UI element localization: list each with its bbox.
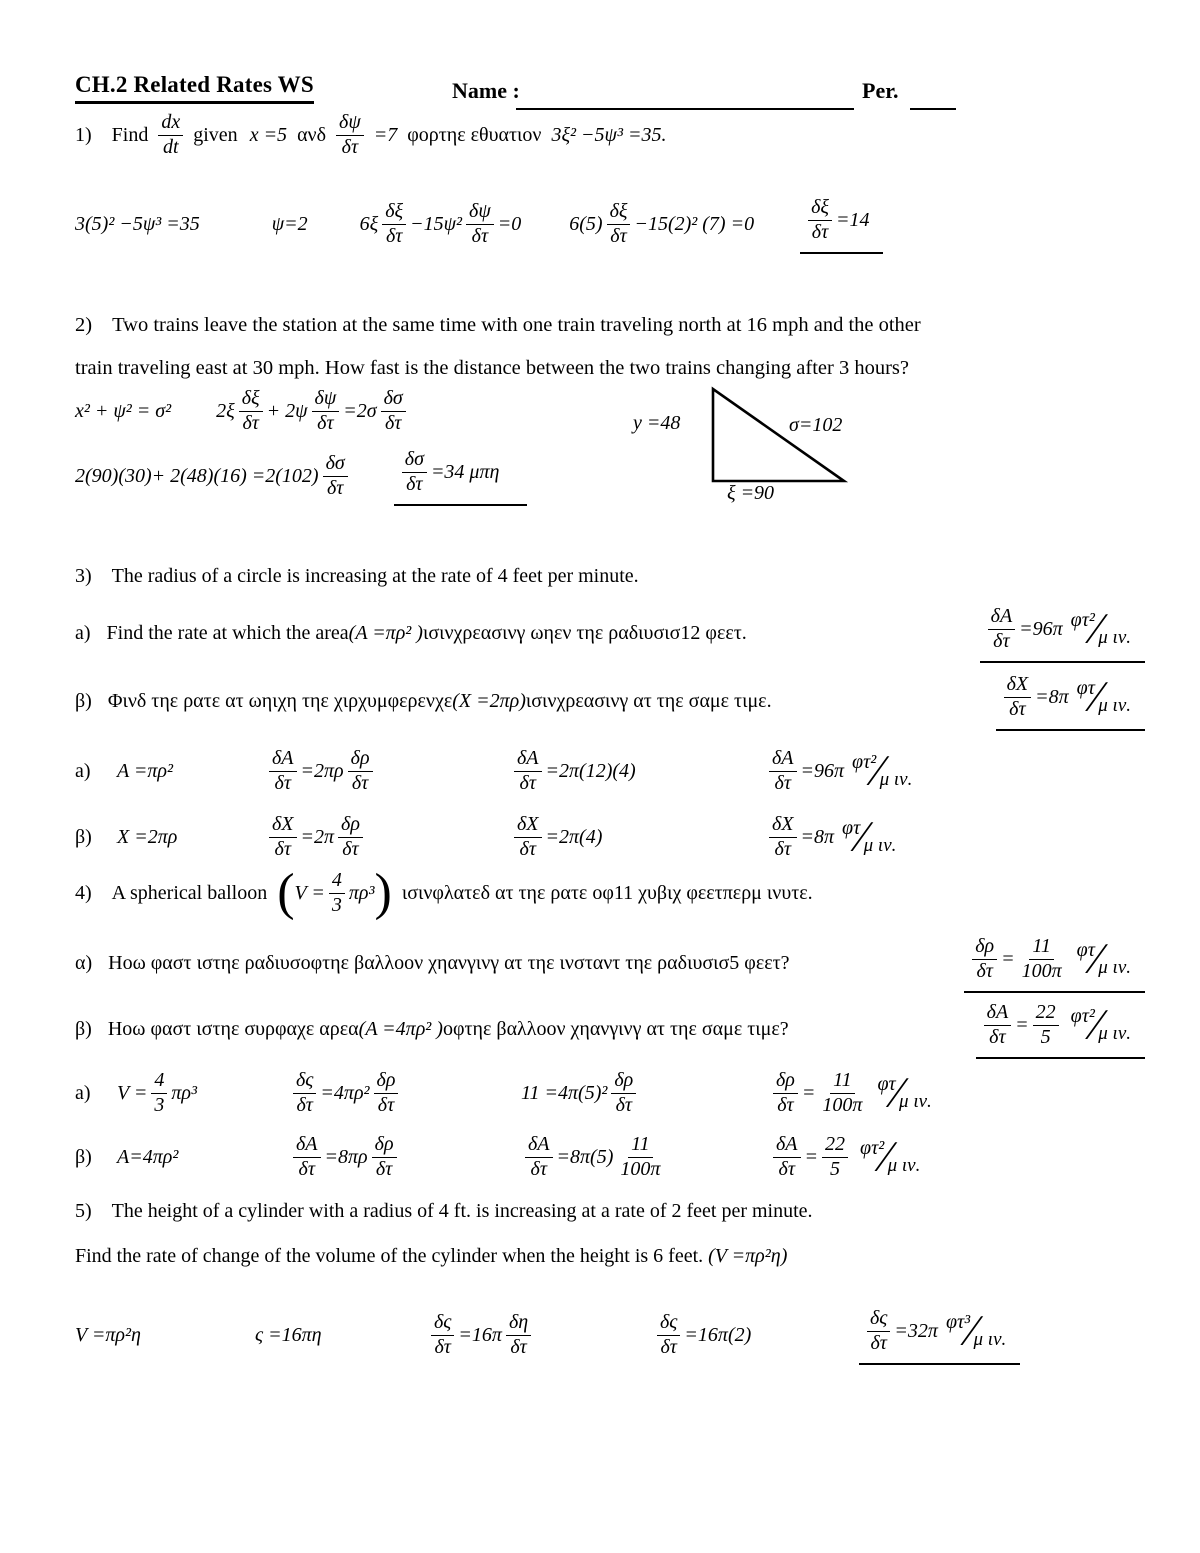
math-run: =4πρ² (320, 1081, 370, 1104)
math-expression (510, 748, 765, 794)
q1-math: 3ξ² −5ψ³ =35. (551, 123, 667, 146)
fraction-dsigma-dtau (381, 388, 406, 434)
fraction-dx-dt (158, 112, 183, 158)
work-label: β) (75, 825, 92, 848)
q3a-math: (A =πρ² ) (348, 621, 423, 644)
q3a-text-en: Find the rate at which the area (106, 621, 349, 644)
unit-denominator: μ ιν. (879, 769, 913, 790)
fraction-dxi-dtau (382, 201, 406, 247)
unit-denominator: μ ιν. (1098, 1023, 1131, 1044)
frac-numerator: δψ (466, 201, 494, 225)
frac-denominator: δτ (660, 1335, 677, 1358)
fraction-drho-dtau (773, 1070, 798, 1116)
q3a-answer (980, 603, 1145, 663)
fraction-drho-dtau (372, 1134, 397, 1180)
unit-denominator: μ ιν. (899, 1091, 932, 1112)
fraction-11-100pi (1019, 936, 1065, 982)
frac-numerator: δξ (808, 197, 832, 221)
frac-denominator: δτ (434, 1335, 451, 1358)
math-expression (289, 1134, 521, 1180)
math-run: πρ³ (171, 1081, 197, 1104)
q4b-text (108, 1018, 789, 1041)
q3-part-b (75, 668, 1145, 734)
fraction-dC-dtau (769, 814, 797, 860)
math-expression (427, 1312, 653, 1358)
frac-numerator: δψ (336, 112, 364, 136)
unit-numerator: φτ² (852, 750, 877, 773)
name-label: Name : (452, 78, 520, 103)
math-run: =16π (458, 1323, 502, 1346)
answer-value: =96π (1019, 617, 1063, 640)
fraction-dV-dtau (657, 1312, 680, 1358)
math-run: = (804, 1145, 819, 1168)
frac-numerator: δρ (348, 748, 373, 772)
frac-numerator: δρ (338, 814, 363, 838)
math-expression (569, 201, 754, 247)
math-expression (289, 1070, 521, 1116)
math-run: =0 (497, 212, 522, 235)
triangle-label-y: y =48 (633, 412, 681, 434)
math-run: −15(2)² (7) =0 (634, 212, 755, 235)
frac-numerator: 22 (1033, 1002, 1059, 1026)
q5-line2 (75, 1245, 1140, 1268)
math-expression (360, 201, 522, 247)
frac-numerator: 4 (151, 1070, 167, 1094)
q1-text: given (193, 123, 238, 146)
unit-ft2-per-min: φτ² ∕ μ ιν. (852, 746, 913, 795)
math-run: =8π (800, 825, 835, 848)
frac-numerator: δξ (607, 201, 631, 225)
frac-denominator: δτ (989, 1025, 1006, 1048)
q3-part-a (75, 600, 1145, 666)
unit-ft-per-min: φτ ∕ μ ιν. (1076, 672, 1131, 721)
frac-denominator: δτ (778, 1157, 795, 1180)
math-expression: x² + ψ² = σ² (75, 399, 172, 422)
q4-math: πρ³ (348, 881, 375, 904)
math-expression: ψ=2 (271, 212, 308, 235)
fraction-dsigma-dtau (402, 449, 427, 495)
frac-denominator: 3 (154, 1093, 165, 1116)
q2-work-row-1 (75, 378, 410, 444)
frac-denominator: δτ (993, 629, 1010, 652)
fraction-dpsi-dtau (466, 201, 494, 247)
math-run: =2σ (343, 399, 377, 422)
q3-work-row-a (75, 738, 912, 804)
frac-numerator: δA (269, 748, 297, 772)
frac-numerator: δA (769, 748, 797, 772)
frac-denominator: δτ (610, 224, 627, 247)
frac-numerator: δA (988, 606, 1016, 630)
q4-number: 4) (75, 881, 92, 904)
frac-denominator: δτ (296, 1093, 313, 1116)
fraction-dA-dtau (984, 1002, 1012, 1048)
fraction-dxi-dtau (808, 197, 832, 243)
frac-denominator: dt (163, 135, 179, 158)
math-expression: ς =16πη (255, 1323, 322, 1346)
unit-numerator: φτ (877, 1072, 896, 1095)
math-expression (265, 748, 510, 794)
frac-numerator: δΧ (769, 814, 797, 838)
frac-numerator: δρ (372, 1134, 397, 1158)
math-expression: A=4πρ² (117, 1145, 179, 1168)
frac-denominator: δτ (870, 1331, 887, 1354)
unit-numerator: φτ² (1070, 608, 1095, 631)
left-paren: ( (277, 863, 295, 921)
fraction-dC-dtau (269, 814, 297, 860)
frac-denominator: δτ (774, 771, 791, 794)
unit-numerator: φτ³ (945, 1310, 971, 1333)
answer-value: =32π (894, 1319, 938, 1342)
q5-number: 5) (75, 1200, 92, 1222)
unit-ft2-per-min: φτ² ∕ μ ιν. (1070, 1000, 1131, 1049)
q5-work-row (75, 1300, 1020, 1370)
frac-denominator: δτ (242, 411, 259, 434)
fraction-4-3 (329, 870, 345, 916)
unit-ft3-per-min: φτ³ ∕ μ ιν. (945, 1306, 1007, 1355)
q3b-text-sym: ισινχρεασινγ ατ τηε σαμε τιμε. (525, 689, 772, 712)
unit-denominator: μ ιν. (887, 1155, 921, 1176)
math-run: −15ψ² (410, 212, 463, 235)
math-run: =2πρ (300, 759, 344, 782)
frac-denominator: 100π (620, 1157, 661, 1180)
frac-numerator: 22 (822, 1134, 848, 1158)
math-run: 2ξ (216, 399, 235, 422)
frac-numerator: δξ (382, 201, 406, 225)
math-expression (75, 453, 352, 499)
frac-numerator: δσ (381, 388, 406, 412)
q3b-text (108, 690, 772, 713)
math-run: =96π (800, 759, 845, 782)
fraction-dV-dtau (431, 1312, 454, 1358)
q4a-text-sym: Ηοω φαστ ιστηε ραδιυσοφτηε βαλλοον χηανγινγ ατ τηε ινσταντ τηε ραδιυσισ5 φεετ? (108, 951, 790, 974)
frac-numerator: δA (773, 1134, 801, 1158)
q4a-answer (964, 933, 1145, 993)
math-run: =2π(12)(4) (545, 759, 636, 782)
fraction-dA-dtau (525, 1134, 553, 1180)
q2-text: Two trains leave the station at the same time with one train traveling north at 16 mph and the other (112, 314, 921, 336)
answer-value: =8π (1035, 685, 1069, 708)
fraction-dsigma-dtau (323, 453, 348, 499)
math-expression (216, 388, 410, 434)
math-run: 6(5) (569, 212, 603, 235)
q4-part-a (75, 930, 1145, 996)
q5-text: Find the rate of change of the volume of the cylinder when the height is 6 feet. (75, 1245, 709, 1267)
q4b-text-sym: Ηοω φαστ ιστηε συρφαχε αρεα (107, 1017, 359, 1040)
worksheet-title: CH.2 Related Rates WS (75, 72, 314, 104)
fraction-dC-dtau (1004, 674, 1032, 720)
math-run: =16π(2) (684, 1323, 752, 1346)
unit-denominator: μ ιν. (1098, 957, 1131, 978)
q4-text-sym: ισινφλατεδ ατ τηε ρατε οφ11 χυβιχ φεετπερμ ινυτε. (401, 881, 813, 904)
right-paren: ) (374, 863, 392, 921)
frac-denominator: δτ (406, 472, 423, 495)
math-expression (265, 814, 510, 860)
frac-denominator: 100π (1021, 959, 1062, 982)
fraction-dy-dt (336, 112, 364, 158)
math-expression: 3(5)² −5ψ³ =35 (75, 212, 200, 235)
frac-numerator: δA (525, 1134, 553, 1158)
math-expression (117, 1070, 289, 1116)
math-expression (765, 814, 896, 860)
q4a-label: α) (75, 951, 93, 974)
q3a-text-sym: ισινχρεασινγ ωηεν τηε ραδιυσισ12 φεετ. (422, 621, 747, 644)
fraction-dxi-dtau (239, 388, 263, 434)
frac-denominator: δτ (317, 411, 334, 434)
q3b-text-sym: Φινδ τηε ρατε ατ ωηιχη τηε χιρχυμφερενχε (107, 689, 453, 712)
q5-line1 (75, 1200, 1140, 1223)
frac-denominator: δτ (326, 476, 344, 499)
frac-numerator: δψ (312, 388, 340, 412)
unit-denominator: μ ιν. (1098, 627, 1131, 648)
question-3 (75, 565, 639, 588)
frac-denominator: δτ (811, 220, 829, 243)
fraction-drho-dtau (348, 748, 373, 794)
q3-number: 3) (75, 565, 92, 587)
frac-numerator: δξ (239, 388, 263, 412)
unit-ft-per-min: φτ ∕ μ ιν. (877, 1068, 932, 1117)
frac-denominator: 100π (822, 1093, 863, 1116)
math-run: 6ξ (359, 212, 379, 235)
triangle-label-sigma: σ=102 (789, 414, 843, 436)
fraction-dV-dtau (293, 1070, 316, 1116)
frac-numerator: δη (506, 1312, 531, 1336)
unit-denominator: μ ιν. (973, 1329, 1007, 1350)
work-label: a) (75, 759, 91, 782)
q1-math: =7 (373, 123, 398, 146)
q4-text-en: A spherical balloon (111, 881, 268, 904)
unit-numerator: φτ (842, 816, 861, 839)
frac-numerator: δρ (972, 936, 997, 960)
fraction-dA-dtau (293, 1134, 321, 1180)
equals-sign: = (1015, 1013, 1029, 1036)
period-blank (910, 72, 956, 110)
frac-numerator: δσ (402, 449, 427, 473)
unit-numerator: φτ (1076, 676, 1095, 699)
frac-numerator: dx (158, 112, 183, 136)
frac-denominator: 3 (331, 893, 342, 916)
fraction-11-100pi (617, 1134, 663, 1180)
frac-numerator: δA (984, 1002, 1012, 1026)
math-run: V = (117, 1081, 148, 1104)
q1-math: x =5 (249, 123, 288, 146)
frac-numerator: 11 (1029, 936, 1054, 960)
math-run: =2π(4) (545, 825, 603, 848)
unit-ft-per-min: φτ ∕ μ ιν. (842, 812, 897, 861)
math-expression: Χ =2πρ (117, 825, 178, 848)
q1-answer (800, 194, 883, 254)
fraction-drho-dtau (338, 814, 363, 860)
q4-math: V = (294, 881, 325, 904)
math-expression (653, 1312, 859, 1358)
unit-ft-per-min: φτ ∕ μ ιν. (1076, 934, 1131, 983)
frac-denominator: δτ (377, 1093, 395, 1116)
frac-denominator: δτ (342, 837, 359, 860)
q1-sym-text: φορτηε εθυατιον (407, 123, 542, 146)
math-run: = (801, 1081, 816, 1104)
math-expression (510, 814, 765, 860)
frac-numerator: 4 (329, 870, 345, 894)
frac-denominator: δτ (510, 1335, 527, 1358)
frac-numerator: δΧ (1004, 674, 1032, 698)
frac-denominator: δτ (298, 1157, 315, 1180)
frac-denominator: δτ (615, 1093, 633, 1116)
fraction-dxi-dtau (607, 201, 631, 247)
frac-denominator: 5 (1040, 1025, 1051, 1048)
math-run: =8π(5) (556, 1145, 614, 1168)
frac-denominator: δτ (1009, 697, 1026, 720)
frac-denominator: δτ (385, 224, 403, 247)
q3b-label: β) (75, 689, 92, 712)
q2-line1 (75, 304, 1140, 347)
frac-denominator: δτ (274, 771, 291, 794)
q3b-answer (996, 671, 1145, 731)
q2-line2: train traveling east at 30 mph. How fast is the distance between the two trains changing after 3 hours? (75, 357, 909, 379)
unit-numerator: φτ (1076, 938, 1095, 961)
math-expression: A =πρ² (117, 759, 173, 782)
fraction-dC-dtau (514, 814, 542, 860)
math-expression: V =πρ²η (75, 1323, 141, 1346)
q2-number: 2) (75, 314, 93, 336)
frac-numerator: δA (514, 748, 542, 772)
fraction-dA-dtau (769, 748, 797, 794)
q4-work-row-b (75, 1124, 920, 1190)
frac-numerator: δΧ (269, 814, 297, 838)
frac-numerator: δρ (374, 1070, 399, 1094)
period-label: Per. (862, 78, 899, 103)
work-label: β) (75, 1145, 92, 1168)
math-expression (769, 1070, 932, 1116)
question-5 (75, 1200, 1140, 1268)
frac-numerator: 11 (830, 1070, 855, 1094)
frac-denominator: δτ (384, 411, 402, 434)
math-run: =2π (300, 825, 335, 848)
fraction-dA-dtau (514, 748, 542, 794)
fraction-11-100pi (819, 1070, 865, 1116)
q5-math: (V =πρ²η) (708, 1245, 788, 1267)
work-label: a) (75, 1081, 91, 1104)
frac-numerator: δρ (773, 1070, 798, 1094)
fraction-dA-dtau (988, 606, 1016, 652)
frac-denominator: δτ (976, 959, 993, 982)
frac-numerator: δς (867, 1308, 890, 1332)
math-run: + 2ψ (266, 399, 308, 422)
fraction-deta-dtau (506, 1312, 531, 1358)
fraction-4-3 (151, 1070, 167, 1116)
frac-numerator: δA (293, 1134, 321, 1158)
fraction-22-5 (822, 1134, 848, 1180)
math-run: 11 =4π(5)² (521, 1081, 608, 1104)
q4b-math: (A =4πρ² ) (358, 1017, 443, 1040)
math-expression (521, 1070, 769, 1116)
answer-value: =14 (835, 208, 870, 231)
q1-sym-text: ανδ (297, 123, 327, 146)
q1-number: 1) (75, 123, 92, 146)
math-run: 2(90)(30)+ 2(48)(16) =2(102) (75, 464, 319, 487)
unit-denominator: μ ιν. (1098, 695, 1131, 716)
fraction-dA-dtau (773, 1134, 801, 1180)
q4-work-row-a (75, 1060, 932, 1126)
question-1 (75, 102, 666, 168)
frac-numerator: 11 (628, 1134, 653, 1158)
frac-denominator: δτ (519, 837, 536, 860)
q5-answer (859, 1305, 1020, 1365)
unit-denominator: μ ιν. (863, 835, 897, 856)
frac-numerator: δς (293, 1070, 316, 1094)
frac-denominator: δτ (341, 135, 359, 158)
frac-denominator: δτ (351, 771, 369, 794)
math-run: =8πρ (324, 1145, 368, 1168)
q4b-text-sym: οφτηε βαλλοον χηανγινγ ατ τηε σαμε τιμε? (442, 1017, 789, 1040)
frac-denominator: δτ (274, 837, 291, 860)
q4b-label: β) (75, 1017, 92, 1040)
unit-numerator: φτ² (860, 1136, 885, 1159)
q4b-answer (976, 999, 1145, 1059)
q2-answer (394, 446, 528, 506)
math-expression (769, 1134, 920, 1180)
frac-numerator: δΧ (514, 814, 542, 838)
question-4 (75, 856, 813, 930)
frac-denominator: δτ (519, 771, 536, 794)
q3b-math: (Χ =2πρ) (452, 689, 526, 712)
q3-text: The radius of a circle is increasing at the rate of 4 feet per minute. (111, 565, 639, 587)
frac-denominator: δτ (774, 837, 791, 860)
q3a-label: a) (75, 621, 91, 644)
fraction-drho-dtau (611, 1070, 636, 1116)
frac-denominator: δτ (471, 224, 489, 247)
frac-numerator: δσ (323, 453, 348, 477)
math-expression (765, 748, 912, 794)
fraction-dpsi-dtau (312, 388, 340, 434)
frac-denominator: δτ (530, 1157, 547, 1180)
answer-value: =34 μπη (430, 460, 500, 483)
q3a-text (107, 622, 747, 645)
triangle-label-xi: ξ =90 (727, 482, 775, 504)
equals-sign: = (1001, 947, 1015, 970)
q4-part-b (75, 996, 1145, 1062)
frac-numerator: δρ (611, 1070, 636, 1094)
unit-ft2-per-min: φτ² ∕ μ ιν. (1070, 604, 1131, 653)
frac-denominator: δτ (777, 1093, 794, 1116)
fraction-dA-dtau (269, 748, 297, 794)
q1-work-row (75, 190, 883, 258)
unit-ft2-per-min: φτ² ∕ μ ιν. (860, 1132, 921, 1181)
frac-numerator: δς (431, 1312, 454, 1336)
fraction-dV-dtau (867, 1308, 890, 1354)
q1-text: Find (111, 123, 149, 146)
q5-text: The height of a cylinder with a radius of 4 ft. is increasing at a rate of 2 feet per minute. (111, 1200, 813, 1222)
unit-numerator: φτ² (1070, 1004, 1095, 1027)
fraction-drho-dtau (374, 1070, 399, 1116)
math-expression (521, 1134, 769, 1180)
frac-numerator: δς (657, 1312, 680, 1336)
q2-work-row-2 (75, 442, 527, 510)
frac-denominator: δτ (375, 1157, 393, 1180)
frac-denominator: 5 (830, 1157, 841, 1180)
fraction-22-5 (1033, 1002, 1059, 1048)
fraction-drho-dtau (972, 936, 997, 982)
